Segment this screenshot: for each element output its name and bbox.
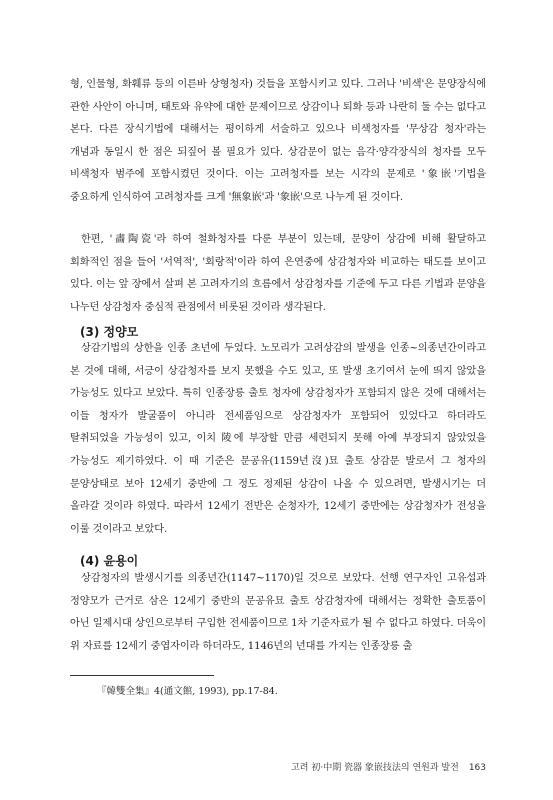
paragraph-1: 형, 인물형, 화훼류 등의 이른바 상형청자) 것들을 포함시키고 있다. 그러나 '비색'은 문양장식에 관한 사안이 아니며, 태토와 유약에 대한 문제이므로 상감이나 퇴화 등과 나란히 둘 수는 없다고 본다. 다른 장식기법에 대해서는 평이하게 서술하고 있으나 비색청자를 '무상감 청자'라는 개념과 동일시 한 점은 되짚어 볼 필요가 있다. 상감문이 없는 음각·양각장식의 청자를 모두 비색청자 범주에 포함시켰던 것이다. 이는 고려청자를 보는 시각의 문제로 '象嵌'기법을 중요하게 인식하여 고려청자를 크게 '無象嵌'과 '象嵌'으로 나누게 된 것이다.	[70, 79, 486, 203]
footnote: 『韓雙全集』4(通文館, 1993), pp.17-84.	[97, 686, 278, 697]
page-footer	[291, 760, 486, 773]
footnote-divider	[70, 675, 214, 676]
section-heading-3: (3) 정양모	[80, 325, 139, 339]
running-title: 고려 初·中期 瓷器 象嵌技法의 연원과 발전	[291, 763, 459, 773]
paragraph-4: 상감청자의 발생시기를 의종년간(1147~1170)일 것으로 보았다. 선행 연구자인 고유섭과 정양모가 근거로 삼은 12세기 중반의 문공유묘 출토 상감청자에 대해서는 정확한 출토품이 아닌 일제시대 상인으로부터 구입한 전세품이므로 1차 기준자료가 될 수 없다고 하였다. 더욱이 위 자료를 12세기 중엽자이라 하더라도, 1146년의 년대를 가지는 인종장릉 출	[70, 573, 486, 652]
section-heading-4: (4) 윤용이	[80, 554, 139, 568]
page-number: 163	[468, 763, 486, 773]
paragraph-2: 한편, '畵陶瓷'라 하여 철화청자를 다룬 부분이 있는데, 문양이 상감에 비해 활달하고 회화적인 점을 들어 '서역적', '회랑적'이라 하여 은연중에 상감청자와 비교하는 태도를 보이고 있다. 이는 앞 장에서 살펴 본 고려자기의 흐름에서 상감청자를 기준에 두고 다른 기법과 문양을 나누던 상감청자 중심적 관점에서 비롯된 것이라 생각된다.	[70, 234, 486, 313]
paragraph-3: 상감기법의 상한을 인종 초년에 두었다. 노모리가 고려상감의 발생을 인종~의종년간이라고 본 것에 대해, 서긍이 상감청자를 보지 못했을 수도 있고, 또 발생 초기여서 눈에 띄지 않았을 가능성도 있다고 보았다. 특히 인종장릉 출토 청자에 상감청자가 포함되지 않은 것에 대해서는 이들 청자가 발굴품이 아니라 전세품임으로 상감청자가 포함되어 있었다고 하더라도 탈취되었을 가능성이 있고, 이치 陵에 부장할 만큼 세련되지 못해 아예 부장되지 않았었을 가능성도 제기하였다. 이 때 기준은 문공유(1159년沒)묘 출토 상감문 발로서 그 청자의 문양상태로 보아 12세기 중반에 그 정도 정제된 상감이 나올 수 있으려면, 발생시기는 더 올라갈 것이라 하였다. 따라서 12세기 전반은 순청자가, 12세기 중반에는 상감청자가 전성을 이룰 것이라고 보았다.	[70, 343, 486, 535]
